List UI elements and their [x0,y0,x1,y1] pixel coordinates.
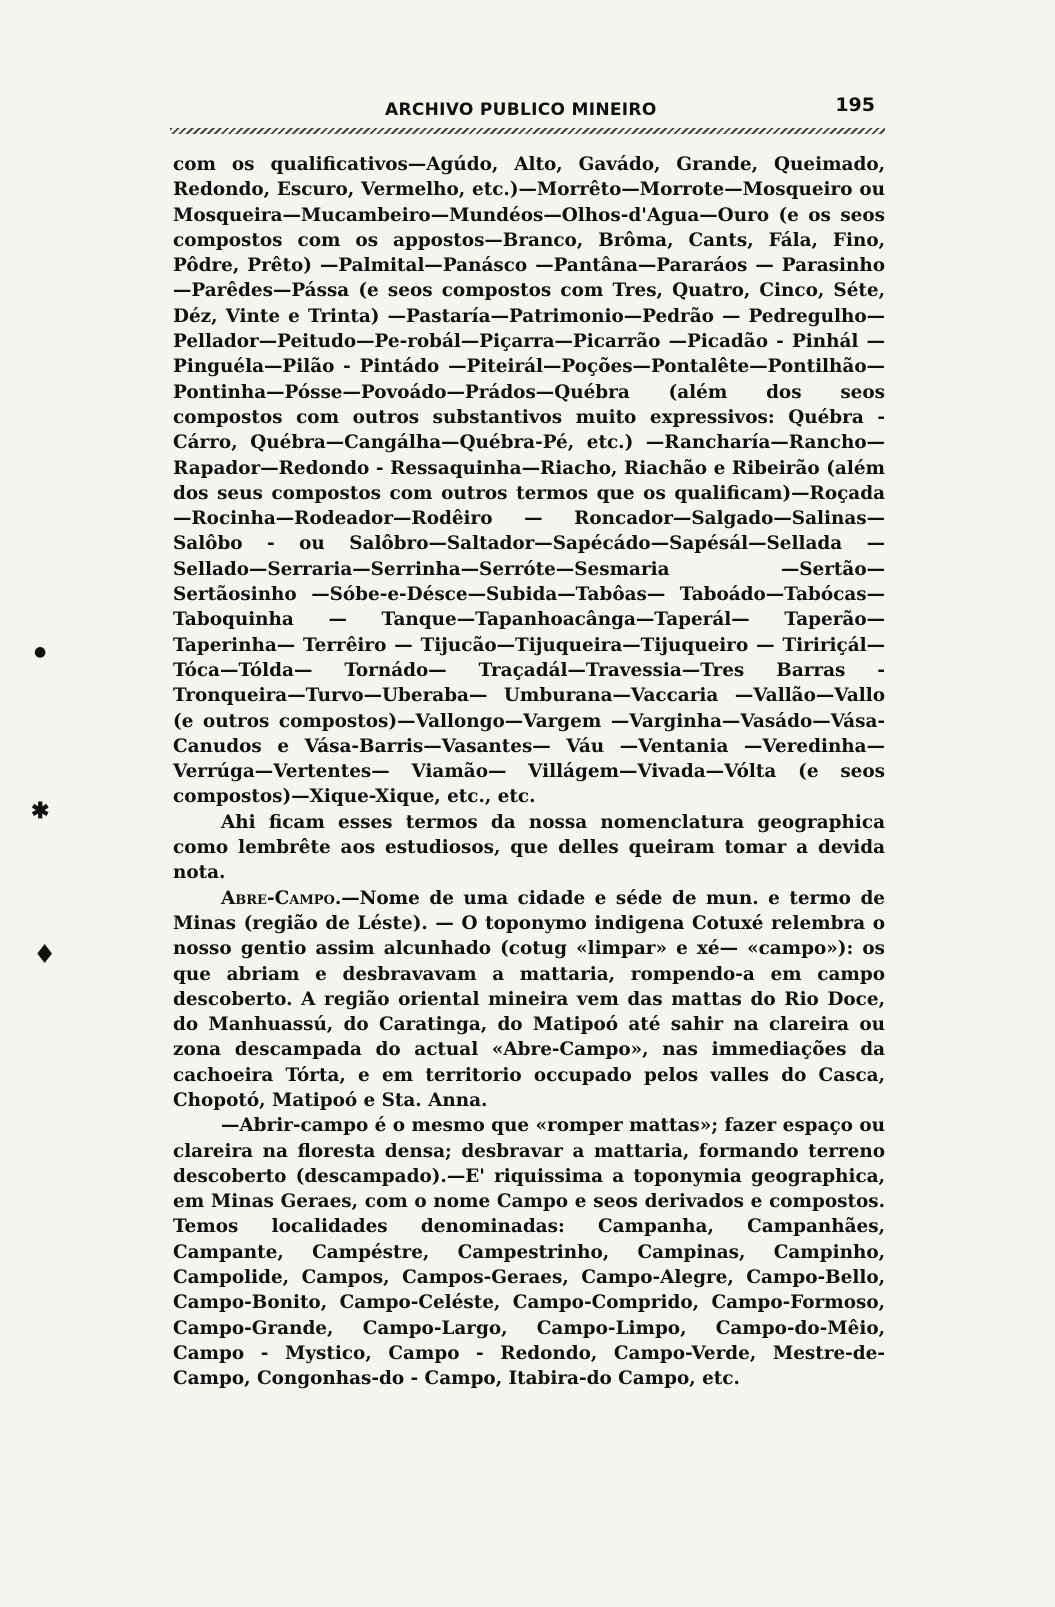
entry-title: Abre-Campo. [221,887,342,909]
running-head: ARCHIVO PUBLICO MINEIRO [385,100,657,120]
page-header [170,96,885,130]
margin-mark-ink-blot: ✱ [31,798,50,824]
entry-text: —Nome de uma cidade e séde de mun. e termo de Minas (região de Léste). — O toponymo indigena Cotuxé relembra o nosso gentio assim alcunhado (cotug «limpar» e xé— «campo»): os que abriam e desbravavam a mattaria, rompendo-a em campo descoberto. A região oriental mineira vem das mattas do Rio Doce, do Manhuassú, do Caratinga, do Matipoó até sahir na clareira ou zona descampada do actual «Abre-Campo», nas immediações da cachoeira Tórta, e em territorio occupado pelos valles do Casca, Chopotó, Matipoó e Sta. Anna. [173,887,885,1111]
page-number: 195 [835,94,875,116]
word-list-paragraph: com os qualificativos—Agúdo, Alto, Gavádo, Grande, Queimado, Redondo, Escuro, Vermelho, etc.)—Morrêto—Morrote—Mosqueiro ou Mosqueira—Mucambeiro—Mundéos—Olhos-d'Agua—Ouro (e os seos compostos com os appostos—Branco, Brôma, Cants, Fála, Fino, Pôdre, Prêto) —Palmital—Panásco —Pantâna—Pararáos — Parasinho—Parêdes—Pássa (e seos compostos com Tres, Quatro, Cinco, Séte, Déz, Vinte e Trinta) —Pastaría—Patrimonio—Pedrão — Pedregulho—Pellador—Peitudo—Pe-robál—Piçarra—Picarrão —Picadão - Pinhál — Pinguéla—Pilão - Pintádo —Piteirál—Poções—Pontalête—Pontilhão—Pontinha—Pósse—Povoádo—Prádos—Québra (além dos seos compostos com outros substantivos muito expressivos: Québra - Cárro, Québra—Cangálha—Québra-Pé, etc.) —Rancharía—Rancho—Rapador—Redondo - Ressaquinha—Riacho, Riachão e Ribeirão (além dos seus compostos com outros termos que os qualificam)—Roçada—Rocinha—Rodeador—Rodêiro — Roncador—Salgado—Salinas—Salôbo - ou Salôbro—Saltador—Sapécádo—Sapésál—Sellada —Sellado—Serraria—Serrinha—Serróte—Sesmaria —Sertão—Sertãosinho —Sóbe-e-Désce—Subida—Tabôas— Taboádo—Tabócas— Taboquinha — Tanque—Tapanhoacânga—Taperál— Taperão— Taperinha— Terrêiro — Tijucão—Tijuqueira—Tijuqueiro — Tiririçál— Tóca—Tólda— Tornádo— Traçadál—Travessia—Tres Barras - Tronqueira—Turvo—Uberaba— Umburana—Vaccaria —Vallão—Vallo (e outros compostos)—Vallongo—Vargem —Varginha—Vasádo—Vása-Canudos e Vása-Barris—Vasantes— Váu —Ventania —Veredinha—Verrúga—Vertentes— Viamão— Villágem—Vivada—Vólta (e seos compostos)—Xique-Xique, etc., etc. [173,154,885,808]
margin-mark-dot: ● [34,644,47,660]
header-rule [170,128,885,134]
closing-note-paragraph: Ahi ficam esses termos da nossa nomenclatura geographica como lembrête aos estudiosos, que delles queiram tomar a devida nota. [173,811,885,884]
margin-mark-ink-drop: ♦ [33,940,57,970]
abre-campo-entry [173,886,885,1114]
body-text [173,152,885,1392]
abrir-campo-paragraph: —Abrir-campo é o mesmo que «romper mattas»; fazer espaço ou clareira na floresta densa; desbravar a mattaria, formando terreno descoberto (descampado).—E' riquissima a toponymia geographica, em Minas Geraes, com o nome Campo e seos derivados e compostos. Temos localidades denominadas: Campanha, Campanhães, Campante, Campéstre, Campestrinho, Campinas, Campinho, Campolide, Campos, Campos-Geraes, Campo-Alegre, Campo-Bello, Campo-Bonito, Campo-Celéste, Campo-Comprido, Campo-Formoso, Campo-Grande, Campo-Largo, Campo-Limpo, Campo-do-Mêio, Campo - Mystico, Campo - Redondo, Campo-Verde, Mestre-de-Campo, Congonhas-do - Campo, Itabira-do Campo, etc. [173,1115,885,1390]
